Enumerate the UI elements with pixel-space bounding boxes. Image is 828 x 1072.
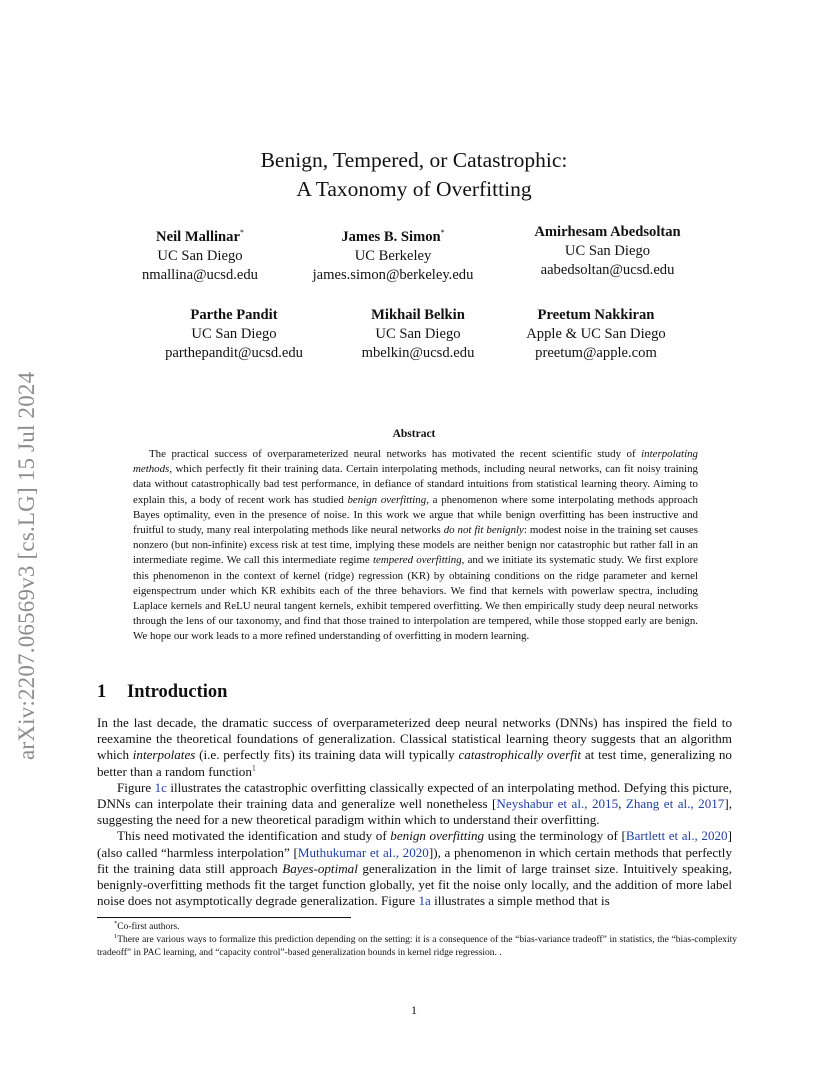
author-name: Parthe Pandit [190, 307, 278, 323]
body-paragraph: Figure 1c illustrates the catastrophic overfitting classically expected of an interpolating method. Defying this picture, DNNs can interpolate their training data and generalize well nonetheless [Neyshabur et al., 2015, Zhang et al., 2017], suggesting the need for a new theoretical paradigm within which to understand their overfitting. [97, 779, 732, 828]
author-block [100, 223, 300, 285]
author-block [318, 306, 518, 363]
page-number: 1 [411, 1003, 417, 1017]
author-affiliation: Apple & UC San Diego [526, 326, 666, 342]
author-block [134, 306, 334, 363]
author-affiliation: UC San Diego [157, 247, 243, 264]
citation-link[interactable]: Neyshabur et al., 2015 [496, 796, 619, 812]
author-block [496, 306, 696, 363]
citation-link[interactable]: Bartlett et al., 2020 [625, 828, 728, 844]
author-email[interactable]: parthepandit@ucsd.edu [165, 345, 303, 361]
body-paragraph: In the last decade, the dramatic success of overparameterized deep neural networks (DNNs) has inspired the field to reexamine the theoretical foundations of generalization. Classical statistical learning theory suggests that an algorithm which interpolates (i.e. perfectly fits) its training data will typically catastrophically overfit at test time, generalizing no better than a random function$^1$ [97, 715, 732, 779]
footnote-divider [97, 917, 351, 918]
author-block [506, 223, 709, 280]
author-email[interactable]: mbelkin@ucsd.edu [361, 345, 475, 361]
figure-ref-link[interactable]: 1c [154, 779, 167, 795]
section-title: Introduction [127, 682, 228, 702]
author-affiliation: UC Berkeley [354, 247, 432, 264]
abstract-heading: Abstract [392, 428, 436, 440]
body-text [97, 715, 732, 909]
footnote-ref[interactable]: 1 [251, 763, 256, 773]
citation-link[interactable]: Muthukumar et al., 2020 [297, 844, 429, 860]
section-heading [97, 682, 227, 703]
paper-title-line-2: A Taxonomy of Overfitting [296, 177, 532, 201]
paper-title-line-1: Benign, Tempered, or Catastrophic: [260, 148, 568, 172]
footnote-co-first: *Co-first authors. [114, 919, 180, 932]
abstract-body [133, 447, 698, 645]
author-mark: * [239, 228, 244, 237]
author-affiliation: UC San Diego [564, 243, 651, 259]
author-name: Amirhesam Abedsoltan [534, 224, 681, 240]
author-name: James B. Simon [341, 228, 441, 245]
author-mark: * [440, 228, 445, 237]
abstract-paragraph: The practical success of overparameterized neural networks has motivated the recent scientific study of interpolating methods, which perfectly fit their training data. Certain interpolating methods, including neural networks, can fit noisy training data without catastrophically bad test performance, in defiance of standard intuitions from statistical learning theory. Aiming to explain this, a body of recent work has studied benign overfitting, a phenomenon where some interpolating methods approach Bayes optimality, even in the presence of noise. In this work we argue that while benign overfitting has been instructive and fruitful to study, many real interpolating methods like neural networks do not fit benignly: modest noise in the training set causes nonzero (but non-infinite) excess risk at test time, implying these models are neither benign nor catastrophic but rather fall in an intermediate regime. We call this intermediate regime tempered overfitting, and we initiate its systematic study. We first explore this phenomenon in the context of kernel (ridge) regression (KR) by obtaining conditions on the ridge parameter and kernel eigenspectrum under which KR exhibits each of the three behaviors. We find that kernels with powerlaw spectra, including Laplace kernels and ReLU neural tangent kernels, exhibit tempered overfitting. We then empirically study deep neural networks through the lens of our taxonomy, and find that those trained to interpolation are tempered, while those stopped early are benign. We hope our work leads to a more refined understanding of overfitting in modern learning. [133, 448, 699, 643]
author-affiliation: UC San Diego [375, 326, 461, 342]
figure-ref-link[interactable]: 1a [418, 893, 431, 909]
footnotes [97, 921, 737, 960]
footnote-1: $^1$There are various ways to formalize this prediction depending on the setting: it is a consequence of the “bias-variance tradeoff” in statistics, the “bias-complexity tradeoff” in PAC learning, and “capacity control”-based generalization bounds in kernel ridge regression. . [97, 932, 737, 958]
arxiv-stamp: arXiv:2207.06569v3 [cs.LG] 15 Jul 2024 [14, 371, 39, 760]
author-affiliation: UC San Diego [191, 326, 277, 342]
author-name: Mikhail Belkin [371, 307, 465, 323]
citation-link[interactable]: Zhang et al., 2017 [625, 796, 725, 812]
author-email[interactable]: nmallina@ucsd.edu [142, 266, 258, 283]
author-name: Preetum Nakkiran [537, 307, 655, 323]
section-number: 1 [97, 682, 107, 702]
author-email[interactable]: james.simon@berkeley.edu [312, 266, 474, 283]
author-block [293, 223, 493, 285]
author-name: Neil Mallinar [156, 228, 240, 245]
body-paragraph: This need motivated the identification and study of benign overfitting using the terminology of [Bartlett et al., 2020] (also called “harmless interpolation” [Muthukumar et al., 2020]), a phenomenon in which certain methods that perfectly fit the training data still approach Bayes-optimal generalization in the limit of large trainset size. Intuitively speaking, benignly-overfitting methods fit the target function globally, yet fit the noise only locally, and the addition of more label noise does not asymptotically degrade generalization. Figure 1a illustrates a simple method that is [97, 828, 733, 909]
author-email[interactable]: aabedsoltan@ucsd.edu [540, 262, 675, 278]
author-email[interactable]: preetum@apple.com [535, 345, 657, 361]
